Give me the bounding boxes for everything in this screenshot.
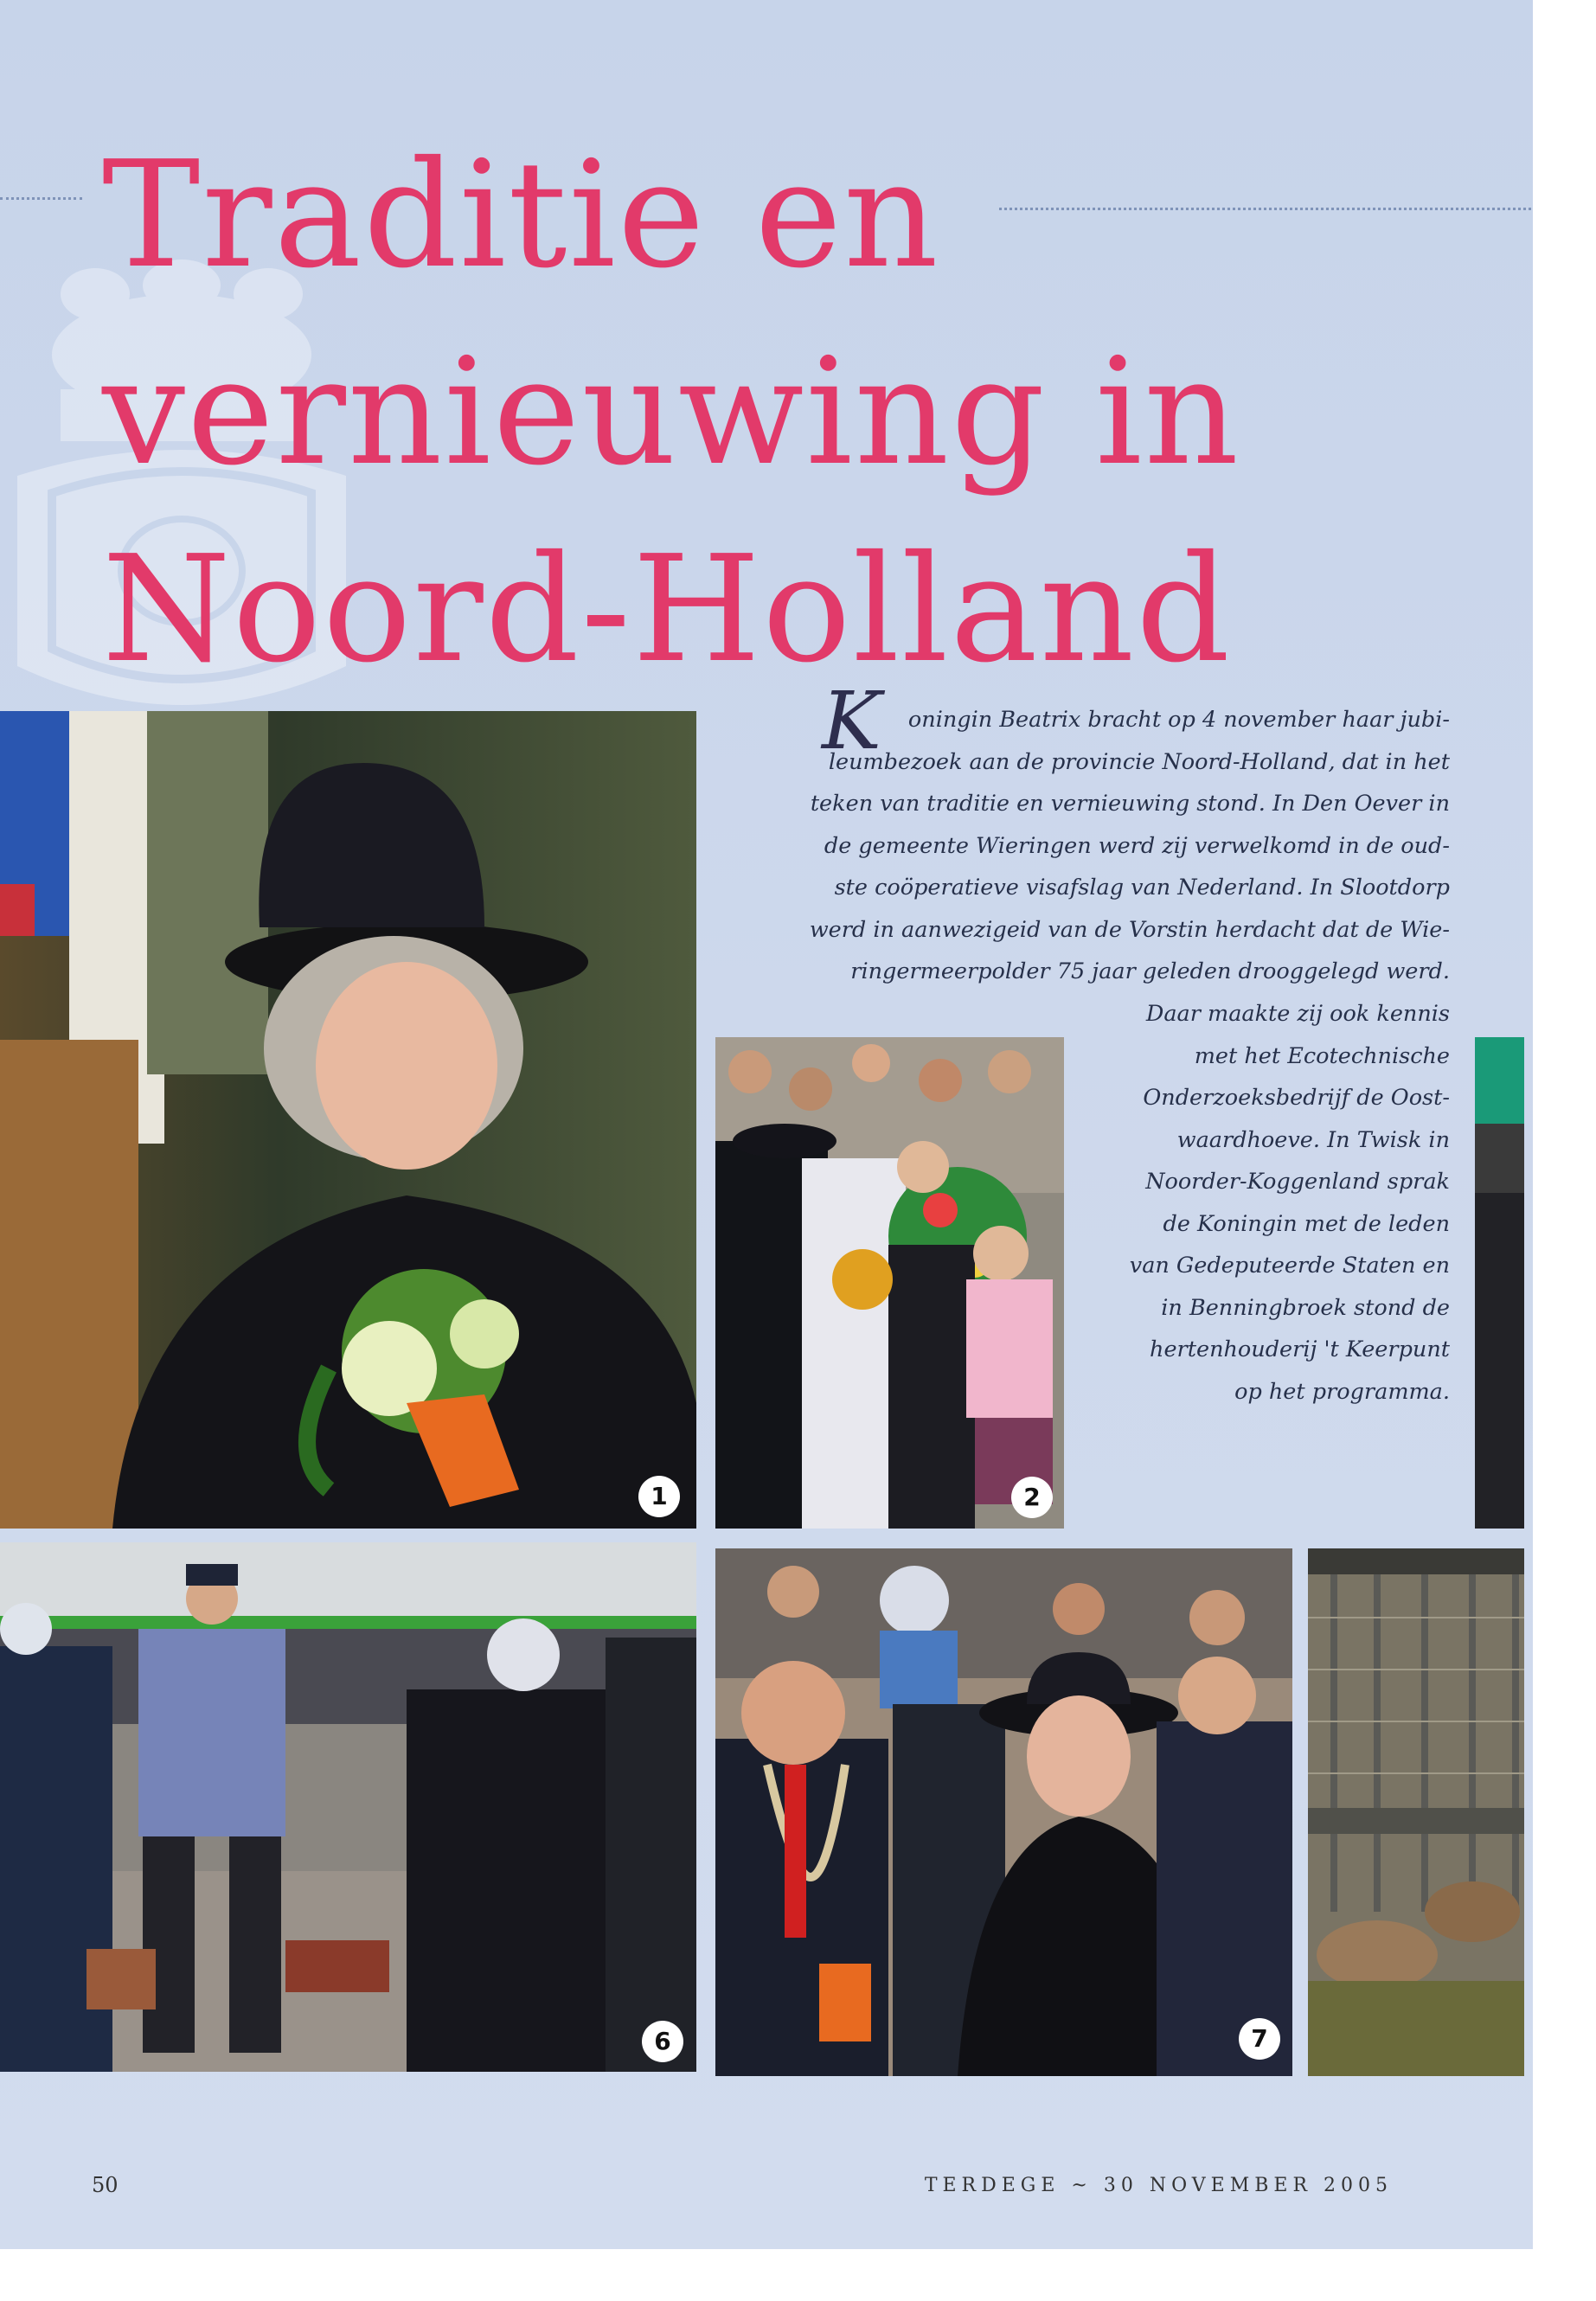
intro-paragraph-narrow (1130, 993, 1450, 1413)
photo-7-number: 7 (1239, 2018, 1280, 2060)
intro-line-7: ringermeerpolder 75 jaar geleden drooggelegd werd. (850, 958, 1450, 984)
photo-edge-fragment (1475, 1037, 1524, 1529)
photo-8-image (1308, 1548, 1524, 2076)
intro-line-2: leumbezoek aan de provincie Noord-Holland, dat in het (828, 748, 1450, 775)
intro-line-6: werd in aanwezigeid van de Vorstin herdacht dat de Wie- (809, 916, 1450, 943)
title-line-2: vernieuwing in (102, 327, 1240, 498)
photo-7-image (715, 1548, 1292, 2076)
intro-paragraph (810, 699, 1450, 993)
page-number: 50 (92, 2173, 119, 2197)
photo-7 (715, 1548, 1292, 2076)
title-rule-left (0, 197, 82, 200)
intro-narrow-line-7: van Gedeputeerde Staten en (1129, 1253, 1450, 1279)
title-line-3: Noord-Holland (102, 524, 1232, 695)
title-line-1: Traditie en (102, 130, 940, 301)
photo-2 (715, 1037, 1064, 1529)
intro-narrow-line-4: waardhoeve. In Twisk in (1176, 1126, 1450, 1153)
intro-line-3: teken van traditie en vernieuwing stond. In Den Oever in (810, 791, 1450, 817)
intro-dropcap: K (822, 675, 881, 767)
photo-6 (0, 1542, 696, 2072)
photo-2-image (715, 1037, 1064, 1529)
photo-1-image (0, 711, 696, 1529)
intro-narrow-line-8: in Benningbroek stond de (1161, 1294, 1450, 1321)
article-title (102, 117, 1240, 708)
running-foot: TERDEGE ~ 30 NOVEMBER 2005 (924, 2175, 1393, 2196)
intro-narrow-line-6: de Koningin met de leden (1163, 1210, 1450, 1237)
intro-narrow-line-2: met het Ecotechnische (1194, 1042, 1450, 1069)
intro-narrow-line-1: Daar maakte zij ook kennis (1145, 1001, 1450, 1027)
photo-2-number: 2 (1011, 1477, 1053, 1518)
photo-6-image (0, 1542, 696, 2072)
intro-narrow-line-10: op het programma. (1234, 1378, 1450, 1405)
intro-line-5: ste coöperatieve visafslag van Nederland. In Slootdorp (834, 875, 1450, 901)
photo-1-number: 1 (638, 1476, 680, 1517)
intro-narrow-line-3: Onderzoeksbedrijf de Oost- (1143, 1085, 1450, 1111)
intro-line-1: oningin Beatrix bracht op 4 november haar jubi- (907, 707, 1450, 733)
intro-narrow-line-9: hertenhouderij 't Keerpunt (1150, 1336, 1450, 1362)
intro-narrow-line-5: Noorder-Koggenland sprak (1145, 1169, 1450, 1195)
photo-6-number: 6 (642, 2021, 683, 2062)
photo-1 (0, 711, 696, 1529)
photo-edge-fragment-image (1475, 1037, 1524, 1529)
photo-8 (1308, 1548, 1524, 2076)
intro-line-4: de gemeente Wieringen werd zij verwelkomd in de oud- (824, 832, 1450, 859)
